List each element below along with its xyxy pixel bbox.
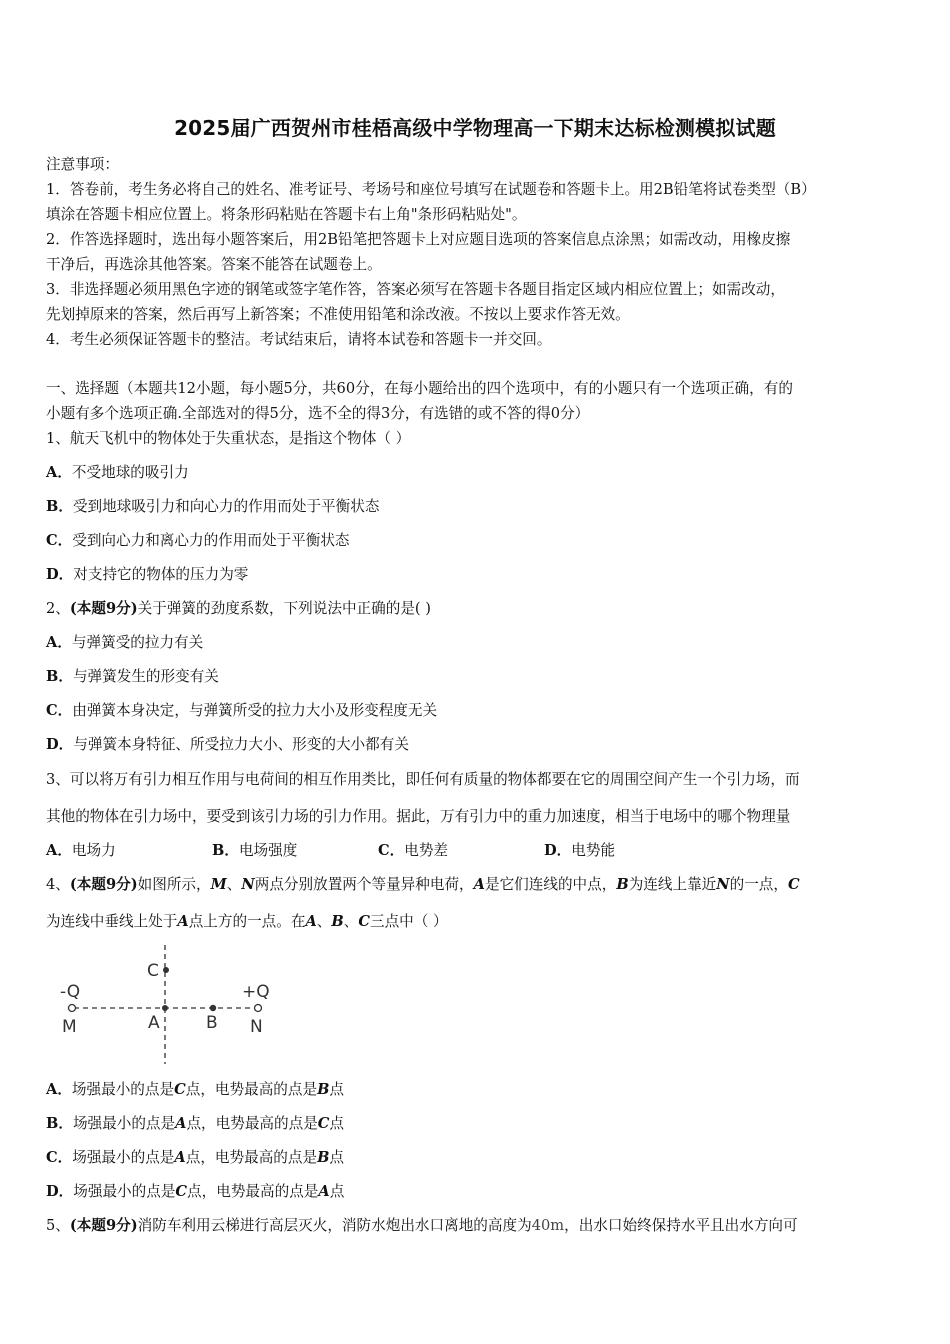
q2-score: (本题9分) — [69, 600, 138, 617]
label-b: B — [206, 1013, 218, 1033]
q4-text: 、 — [343, 913, 359, 930]
q1-stem: 1、航天飞机中的物体处于失重状态，是指这个物体（ ） — [46, 430, 411, 447]
option-text: 点 — [329, 1149, 345, 1166]
option-point: A — [318, 1183, 330, 1200]
q2-option-d — [46, 733, 409, 754]
option-point: B — [317, 1081, 330, 1098]
option-text: 点，电势最高的点是 — [187, 1183, 319, 1200]
point-n-marker — [255, 1005, 262, 1012]
q4-text: 如图所示， — [137, 876, 211, 893]
q3-line-1: 3、可以将万有引力相互作用与电荷间的相互作用类比，即任何有质量的物体都要在它的周围空间产生一个引力场，而 — [46, 771, 800, 788]
option-letter: A． — [46, 1081, 72, 1098]
option-letter: C． — [378, 842, 405, 859]
q4-option-b — [46, 1112, 344, 1133]
q3-options — [46, 839, 710, 860]
option-text: 场强最小的点是 — [73, 1183, 176, 1200]
option-text: 与弹簧本身特征、所受拉力大小、形变的大小都有关 — [73, 736, 409, 753]
q3-line-2: 其他的物体在引力场中，要受到该引力场的引力作用。据此，万有引力中的重力加速度，相当于电场中的哪个物理量 — [46, 808, 791, 825]
var-n: N — [241, 876, 255, 893]
option-letter: C． — [46, 702, 73, 719]
option-text: 与弹簧发生的形变有关 — [72, 668, 219, 685]
option-point: B — [317, 1149, 330, 1166]
var-n: N — [716, 876, 730, 893]
charge-diagram — [50, 940, 290, 1070]
option-text: 对支持它的物体的压力为零 — [73, 566, 249, 583]
pos-charge-label: +Q — [242, 982, 270, 1002]
point-c-marker — [163, 967, 169, 973]
q4-text: 、 — [316, 913, 332, 930]
notice-item-1-line-2: 填涂在答题卡相应位置上。将条形码粘贴在答题卡右上角"条形码粘贴处"。 — [46, 206, 527, 223]
option-letter: C． — [46, 1149, 73, 1166]
q2-option-a — [46, 631, 203, 652]
option-letter: D． — [46, 566, 74, 583]
var-a: A — [473, 876, 485, 893]
q2-option-b — [46, 665, 219, 686]
q4-text: 是它们连线的中点， — [484, 876, 617, 893]
label-a: A — [148, 1013, 160, 1033]
q2-stem — [46, 597, 431, 618]
q4-line-2 — [46, 910, 448, 931]
notice-item-3-line-1: 3．非选择题必须用黑色字迹的钢笔或签字笔作答，答案必须写在答题卡各题目指定区域内相应位置上；如需改动， — [46, 281, 785, 298]
var-m: M — [210, 876, 227, 893]
q1-option-c — [46, 529, 350, 550]
q3-option-b — [212, 839, 378, 860]
option-text: 点，电势最高的点是 — [185, 1149, 318, 1166]
option-text: 点 — [329, 1183, 345, 1200]
var-c: C — [788, 876, 800, 893]
point-m-marker — [69, 1005, 76, 1012]
q4-text: 点上方的一点。在 — [188, 913, 306, 930]
option-text: 电势差 — [404, 842, 449, 859]
q3-option-d — [544, 839, 710, 860]
option-letter: D． — [544, 842, 572, 859]
q2-text: 关于弹簧的劲度系数，下列说法中正确的是( ) — [137, 600, 431, 617]
label-c: C — [147, 961, 159, 981]
option-text: 场强最小的点是 — [72, 1149, 175, 1166]
q4-figure — [50, 940, 290, 1070]
q4-line-1 — [46, 873, 800, 894]
q3-option-c — [378, 839, 544, 860]
option-letter: A． — [46, 634, 72, 651]
option-letter: B． — [46, 498, 73, 515]
q4-number: 4、 — [46, 876, 70, 893]
option-letter: B． — [212, 842, 239, 859]
option-text: 点，电势最高的点是 — [185, 1081, 318, 1098]
page-title: 2025届广西贺州市桂梧高级中学物理高一下期末达标检测模拟试题 — [174, 116, 776, 140]
neg-charge-label: -Q — [60, 982, 81, 1002]
q2-number: 2、 — [46, 600, 70, 617]
q5-score: (本题9分) — [69, 1217, 138, 1234]
option-point: A — [174, 1149, 186, 1166]
section-1-line-2: 小题有多个选项正确.全部选对的得5分，选不全的得3分，有选错的或不答的得0分） — [46, 405, 590, 422]
q4-text: 为连线中垂线上处于 — [46, 913, 178, 930]
option-letter: B． — [46, 1115, 73, 1132]
option-text: 场强最小的点是 — [71, 1081, 175, 1098]
option-text: 不受地球的吸引力 — [71, 464, 189, 481]
q4-text: 两点分别放置两个等量异种电荷， — [254, 876, 474, 893]
q4-score: (本题9分) — [69, 876, 138, 893]
option-letter: A． — [46, 464, 72, 481]
option-letter: B． — [46, 668, 73, 685]
notice-item-4: 4．考生必须保证答题卡的整洁。考试结束后，请将本试卷和答题卡一并交回。 — [46, 331, 552, 348]
option-letter: A． — [46, 842, 72, 859]
option-text: 点 — [329, 1115, 345, 1132]
option-letter: D． — [46, 1183, 74, 1200]
option-text: 点 — [329, 1081, 345, 1098]
var-b: B — [616, 876, 629, 893]
q4-option-d — [46, 1180, 344, 1201]
section-1-line-1: 一、选择题（本题共12小题，每小题5分，共60分，在每小题给出的四个选项中，有的小题只有一个选项正确，有的 — [46, 380, 793, 397]
var-b: B — [331, 913, 344, 930]
q4-option-a — [46, 1078, 344, 1099]
option-letter: D． — [46, 736, 74, 753]
option-text: 电势能 — [571, 842, 616, 859]
label-n: N — [250, 1017, 263, 1037]
var-c: C — [358, 913, 370, 930]
label-m: M — [62, 1017, 77, 1037]
option-point: C — [317, 1115, 330, 1132]
var-a: A — [305, 913, 317, 930]
option-letter: C． — [46, 532, 73, 549]
q4-option-c — [46, 1146, 344, 1167]
option-text: 受到向心力和离心力的作用而处于平衡状态 — [72, 532, 350, 549]
option-point: C — [175, 1183, 188, 1200]
option-text: 由弹簧本身决定，与弹簧所受的拉力大小及形变程度无关 — [72, 702, 438, 719]
q4-text: 三点中（ ） — [369, 913, 448, 930]
point-a-marker — [162, 1005, 168, 1011]
notice-heading: 注意事项： — [46, 156, 119, 173]
notice-item-2-line-2: 干净后，再选涂其他答案。答案不能答在试题卷上。 — [46, 256, 382, 273]
q1-option-b — [46, 495, 379, 516]
q4-text: 、 — [226, 876, 242, 893]
notice-item-3-line-2: 先划掉原来的答案，然后再写上新答案；不准使用铅笔和涂改液。不按以上要求作答无效。 — [46, 306, 630, 323]
q2-option-c — [46, 699, 437, 720]
option-point: A — [175, 1115, 187, 1132]
q5-text: 消防车利用云梯进行高层灭火，消防水炮出水口离地的高度为 — [137, 1217, 532, 1234]
option-text: 电场强度 — [238, 842, 298, 859]
notice-item-2-line-1: 2．作答选择题时，选出每小题答案后，用2B铅笔把答题卡上对应题目选项的答案信息点涂黑；如需改动，用橡皮擦 — [46, 231, 791, 248]
q5-text: ，出水口始终保持水平且出水方向可 — [564, 1217, 798, 1234]
option-text: 电场力 — [71, 842, 116, 859]
option-text: 受到地球吸引力和向心力的作用而处于平衡状态 — [72, 498, 380, 515]
option-point: C — [174, 1081, 186, 1098]
q5-number: 5、 — [46, 1217, 70, 1234]
q1-option-a — [46, 461, 189, 482]
var-a: A — [177, 913, 189, 930]
q5-line-1 — [46, 1214, 798, 1235]
q3-option-a — [46, 839, 212, 860]
q5-height-value: 40m — [531, 1217, 565, 1234]
q1-option-d — [46, 563, 248, 584]
point-b-marker — [210, 1005, 216, 1011]
option-text: 与弹簧受的拉力有关 — [71, 634, 204, 651]
option-text: 场强最小的点是 — [72, 1115, 176, 1132]
option-text: 点，电势最高的点是 — [186, 1115, 318, 1132]
q4-text: 为连线上靠近 — [628, 876, 717, 893]
notice-item-1-line-1: 1．答卷前，考生务必将自己的姓名、准考证号、考场号和座位号填写在试题卷和答题卡上。用2B铅笔将试卷类型（B） — [46, 181, 816, 198]
q4-text: 的一点， — [729, 876, 788, 893]
